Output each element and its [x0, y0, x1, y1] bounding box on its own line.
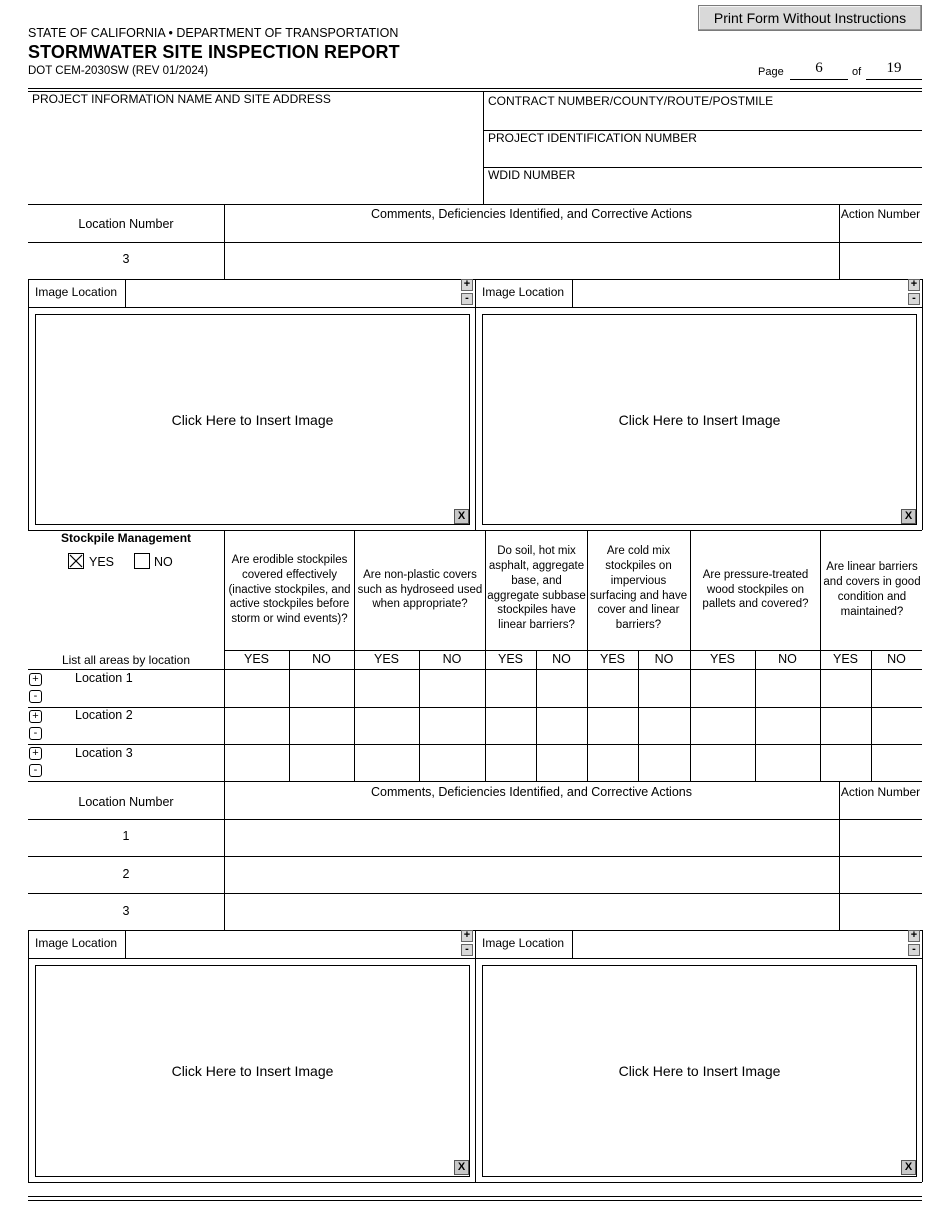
- no-column-header: NO: [552, 652, 571, 666]
- remove-image-button[interactable]: X: [454, 509, 469, 524]
- image-location-input[interactable]: [573, 280, 907, 306]
- divider: [28, 707, 922, 708]
- form-title: STORMWATER SITE INSPECTION REPORT: [28, 42, 400, 62]
- location-number-header: Location Number: [78, 217, 174, 231]
- remove-location-button[interactable]: -: [29, 764, 42, 777]
- question-non-plastic-covers: Are non-plastic covers such as hydroseed used when appropriate?: [357, 568, 483, 611]
- image-location-input[interactable]: [126, 280, 460, 306]
- location-number-cell[interactable]: 1: [122, 829, 130, 843]
- comments-header: Comments, Deficiencies Identified, and Corrective Actions: [371, 207, 692, 221]
- yes-column-header: YES: [497, 652, 523, 666]
- contract-number-label: CONTRACT NUMBER/COUNTY/ROUTE/POSTMILE: [488, 94, 774, 108]
- add-location-button[interactable]: +: [29, 673, 42, 686]
- location-label[interactable]: Location 3: [75, 746, 133, 760]
- no-column-header: NO: [778, 652, 797, 666]
- remove-location-button[interactable]: -: [29, 690, 42, 703]
- question-pressure-treated-wood: Are pressure-treated wood stockpiles on pallets and covered?: [702, 568, 809, 611]
- insert-image-text: Click Here to Insert Image: [171, 1063, 334, 1079]
- remove-image-button[interactable]: X: [454, 1160, 469, 1175]
- no-column-header: NO: [654, 652, 674, 666]
- image-location-input[interactable]: [573, 931, 907, 957]
- location-label[interactable]: Location 2: [75, 708, 133, 722]
- collapse-button[interactable]: -: [461, 944, 473, 956]
- question-cold-mix: Are cold mix stockpiles on impervious surfacing and have cover and linear barriers?: [589, 545, 688, 632]
- expand-button[interactable]: +: [908, 279, 920, 291]
- divider: [224, 650, 922, 651]
- yes-column-header: YES: [243, 652, 269, 666]
- divider: [28, 1182, 922, 1183]
- agency-name: STATE OF CALIFORNIA • DEPARTMENT OF TRANSPORTATION: [28, 26, 399, 40]
- of-label: of: [852, 66, 862, 78]
- insert-image-area[interactable]: [35, 965, 470, 1177]
- yes-column-header: YES: [832, 652, 858, 666]
- comments-cell[interactable]: [225, 243, 839, 278]
- insert-image-text: Click Here to Insert Image: [171, 411, 334, 428]
- yes-column-header: YES: [373, 652, 399, 666]
- wdid-number-label: WDID NUMBER: [488, 168, 576, 182]
- yes-checkbox[interactable]: [68, 553, 84, 569]
- no-checkbox[interactable]: [134, 553, 150, 569]
- divider: [475, 930, 476, 1182]
- print-form-button[interactable]: Print Form Without Instructions: [698, 5, 922, 31]
- insert-image-area[interactable]: [482, 965, 917, 1177]
- collapse-button[interactable]: -: [908, 944, 920, 956]
- project-info-label: PROJECT INFORMATION NAME AND SITE ADDRESS: [32, 92, 331, 106]
- divider: [28, 930, 29, 1182]
- yes-column-header: YES: [709, 652, 735, 666]
- divider: [922, 279, 923, 530]
- location-number-cell[interactable]: 3: [122, 252, 130, 266]
- expand-button[interactable]: +: [461, 930, 473, 942]
- question-linear-barriers-soil: Do soil, hot mix asphalt, aggregate base, and aggregate subbase stockpiles have linear barriers?: [487, 545, 586, 632]
- divider: [28, 958, 922, 959]
- collapse-button[interactable]: -: [908, 293, 920, 305]
- yes-column-header: YES: [599, 652, 625, 666]
- divider: [922, 930, 923, 1182]
- checkmark-x-icon: [69, 554, 83, 568]
- divider: [475, 279, 476, 530]
- location-label[interactable]: Location 1: [75, 671, 133, 685]
- location-number-cell[interactable]: 2: [122, 867, 130, 881]
- question-linear-barriers-condition: Are linear barriers and covers in good condition and maintained?: [823, 561, 921, 618]
- remove-location-button[interactable]: -: [29, 727, 42, 740]
- divider: [483, 91, 484, 204]
- insert-image-text: Click Here to Insert Image: [618, 411, 781, 428]
- comments-cell[interactable]: [225, 857, 839, 893]
- collapse-button[interactable]: -: [461, 293, 473, 305]
- divider: [28, 744, 922, 745]
- divider: [28, 669, 922, 670]
- image-location-input[interactable]: [126, 931, 460, 957]
- image-location-label: Image Location: [482, 936, 565, 950]
- insert-image-text: Click Here to Insert Image: [618, 1063, 781, 1079]
- no-column-header: NO: [887, 652, 906, 666]
- location-number-cell[interactable]: 3: [122, 904, 130, 918]
- expand-button[interactable]: +: [908, 930, 920, 942]
- footer-rule: [28, 1200, 922, 1201]
- add-location-button[interactable]: +: [29, 710, 42, 723]
- list-areas-label: List all areas by location: [61, 653, 191, 667]
- yes-label: YES: [89, 555, 115, 569]
- project-id-label: PROJECT IDENTIFICATION NUMBER: [488, 131, 697, 145]
- divider: [28, 781, 922, 782]
- no-column-header: NO: [442, 652, 462, 666]
- remove-image-button[interactable]: X: [901, 509, 916, 524]
- comments-cell[interactable]: [225, 820, 839, 856]
- remove-image-button[interactable]: X: [901, 1160, 916, 1175]
- divider: [28, 307, 922, 308]
- footer-rule: [28, 1196, 922, 1197]
- page-current-field[interactable]: 6: [790, 60, 848, 80]
- insert-image-area[interactable]: [35, 314, 470, 525]
- header-rule: [28, 88, 922, 89]
- page-label: Page: [758, 66, 784, 78]
- location-number-header: Location Number: [78, 795, 174, 809]
- comments-header: Comments, Deficiencies Identified, and Corrective Actions: [371, 785, 692, 799]
- action-number-header: Action Number: [840, 207, 921, 221]
- add-location-button[interactable]: +: [29, 747, 42, 760]
- image-location-label: Image Location: [35, 936, 118, 950]
- action-number-header: Action Number: [840, 785, 921, 799]
- expand-button[interactable]: +: [461, 279, 473, 291]
- divider: [475, 530, 922, 531]
- divider: [28, 204, 922, 205]
- form-number: DOT CEM-2030SW (REV 01/2024): [28, 65, 209, 77]
- insert-image-area[interactable]: [482, 314, 917, 525]
- question-erodible-stockpiles: Are erodible stockpiles covered effectively (inactive stockpiles, and active stockpiles before storm or wind events)?: [228, 554, 351, 626]
- comments-cell[interactable]: [225, 894, 839, 930]
- divider: [28, 279, 29, 530]
- action-number-cell[interactable]: [840, 243, 922, 278]
- no-label: NO: [154, 555, 173, 569]
- page-total-field[interactable]: 19: [866, 60, 922, 80]
- stockpile-title: Stockpile Management: [60, 531, 192, 545]
- image-location-label: Image Location: [35, 285, 118, 299]
- image-location-label: Image Location: [482, 285, 565, 299]
- no-column-header: NO: [312, 652, 331, 666]
